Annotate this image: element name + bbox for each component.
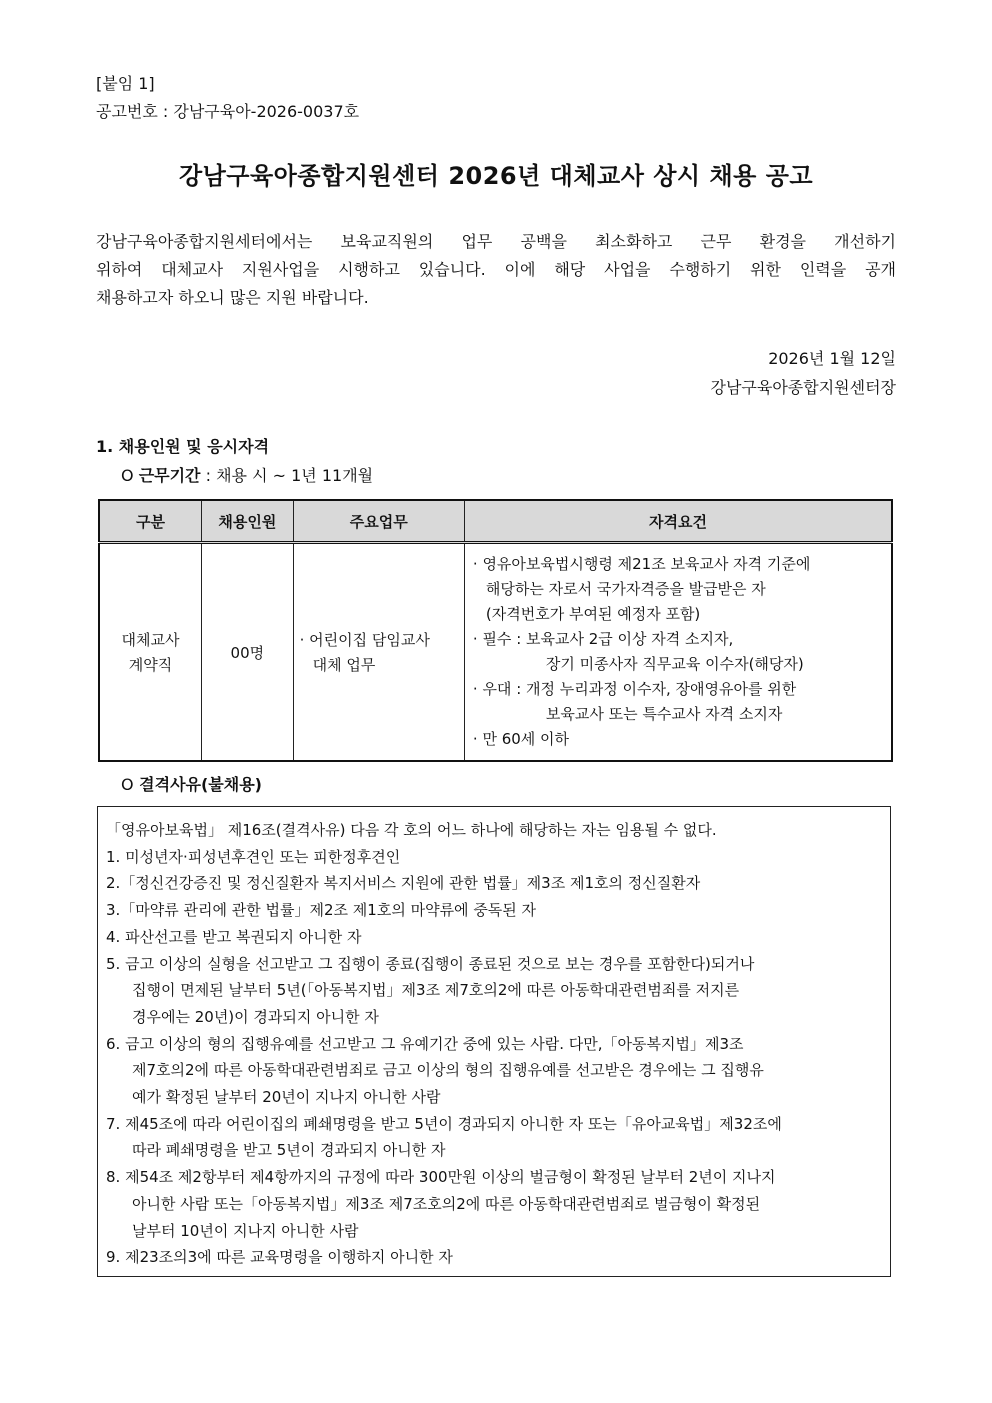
headcount-cell: 00명	[202, 543, 294, 762]
notice-date: 2026년 1월 12일	[768, 349, 896, 368]
disq-line: 「영유아보육법」 제16조(결격사유) 다음 각 호의 어느 하나에 해당하는 자는 임용될 수 없다.	[106, 821, 717, 839]
disq-line: 집행이 면제된 날부터 5년(「아동복지법」제3조 제7호의2에 따른 아동학대관련범죄를 저지른	[132, 981, 740, 1000]
requirements-cell	[464, 543, 892, 762]
column-header: 채용인원	[202, 500, 294, 543]
disqualification-title: 결격사유(불채용)	[139, 775, 262, 794]
requirement-line: · 우대 : 개정 누리과정 이수자, 장애영유아를 위한	[472, 680, 797, 698]
disq-line: 날부터 10년이 지나지 아니한 사람	[132, 1221, 359, 1240]
disq-line: 제7호의2에 따른 아동학대관련범죄로 금고 이상의 형의 집행유예를 선고받은 경우에는 그 집행유	[132, 1061, 764, 1080]
bullet-circle: O	[121, 466, 134, 485]
intro-line: 위하여 대체교사 지원사업을 시행하고 있습니다. 이에 해당 사업을 수행하기 위한 인력을 공개	[96, 260, 896, 279]
intro-paragraph	[96, 228, 896, 312]
disq-line: 경우에는 20년)이 경과되지 아니한 자	[132, 1007, 379, 1026]
disq-line: 4. 파산선고를 받고 복권되지 아니한 자	[106, 927, 362, 946]
disqualification-heading	[121, 772, 262, 795]
attachment-label: [붙임 1]	[96, 74, 155, 93]
duty-line: · 어린이집 담임교사	[299, 631, 430, 649]
disq-line: 3.「마약류 관리에 관한 법률」제2조 제1호의 마약류에 중독된 자	[106, 901, 537, 920]
contract-type: 계약직	[128, 656, 173, 674]
disq-line: 5. 금고 이상의 실형을 선고받고 그 집행이 종료(집행이 종료된 것으로 보는 경우를 포함한다)되거나	[106, 954, 755, 973]
work-period-value: : 채용 시 ~ 1년 11개월	[200, 466, 374, 485]
disq-line: 8. 제54조 제2항부터 제4항까지의 규정에 따라 300만원 이상의 벌금형이 확정된 날부터 2년이 지나지	[106, 1168, 776, 1187]
requirement-line: · 필수 : 보육교사 2급 이상 자격 소지자,	[472, 630, 734, 648]
requirement-line: 해당하는 자로서 국가자격증을 발급받은 자	[485, 580, 766, 598]
duty-line: 대체 업무	[312, 656, 376, 674]
disq-line: 9. 제23조의3에 따른 교육명령을 이행하지 아니한 자	[106, 1248, 453, 1267]
table-header-row	[99, 500, 892, 543]
recruitment-table	[98, 499, 893, 762]
issuer: 강남구육아종합지원센터장	[710, 378, 896, 397]
intro-line: 채용하고자 하오니 많은 지원 바랍니다.	[96, 288, 369, 307]
requirement-line: · 영유아보육법시행령 제21조 보육교사 자격 기준에	[472, 555, 811, 573]
position-type-cell	[99, 543, 202, 762]
column-header: 자격요건	[464, 500, 892, 543]
requirement-line: (자격번호가 부여된 예정자 포함)	[485, 605, 701, 623]
column-header: 주요업무	[293, 500, 464, 543]
disq-line: 따라 폐쇄명령을 받고 5년이 경과되지 아니한 자	[132, 1141, 446, 1160]
duty-cell	[293, 543, 464, 762]
requirement-line: · 만 60세 이하	[472, 730, 570, 748]
notice-number: 공고번호 : 강남구육아-2026-0037호	[96, 102, 360, 121]
bullet-circle: O	[121, 775, 134, 794]
work-period	[121, 463, 373, 486]
disq-line: 6. 금고 이상의 형의 집행유예를 선고받고 그 유예기간 중에 있는 사람. 다만,「아동복지법」제3조	[106, 1034, 744, 1053]
table-row	[99, 543, 892, 762]
disq-line: 2.「정신건강증진 및 정신질환자 복지서비스 지원에 관한 법률」제3조 제1호의 정신질환자	[106, 874, 701, 893]
page-title: 강남구육아종합지원센터 2026년 대체교사 상시 채용 공고	[178, 162, 814, 190]
position-type: 대체교사	[121, 631, 180, 649]
work-period-label: 근무기간	[138, 466, 201, 485]
disq-line: 아니한 사람 또는「아동복지법」제3조 제7조호의2에 따른 아동학대관련범죄로 벌금형이 확정된	[132, 1194, 761, 1213]
disqualification-box	[97, 806, 891, 1277]
requirement-line: 보육교사 또는 특수교사 자격 소지자	[545, 705, 783, 723]
section-heading: 1. 채용인원 및 응시자격	[96, 437, 270, 456]
intro-line: 강남구육아종합지원세터에서는 보육교직원의 업무 공백을 최소화하고 근무 환경을 개선하기	[96, 232, 896, 251]
disq-line: 7. 제45조에 따라 어린이집의 폐쇄명령을 받고 5년이 경과되지 아니한 자 또는「유아교육법」제32조에	[106, 1114, 782, 1133]
requirement-line: 장기 미종사자 직무교육 이수자(해당자)	[545, 655, 804, 673]
column-header: 구분	[99, 500, 202, 543]
disq-line: 예가 확정된 날부터 20년이 지나지 아니한 사람	[132, 1088, 441, 1107]
disq-line: 1. 미성년자·피성년후견인 또는 피한정후견인	[106, 847, 401, 866]
